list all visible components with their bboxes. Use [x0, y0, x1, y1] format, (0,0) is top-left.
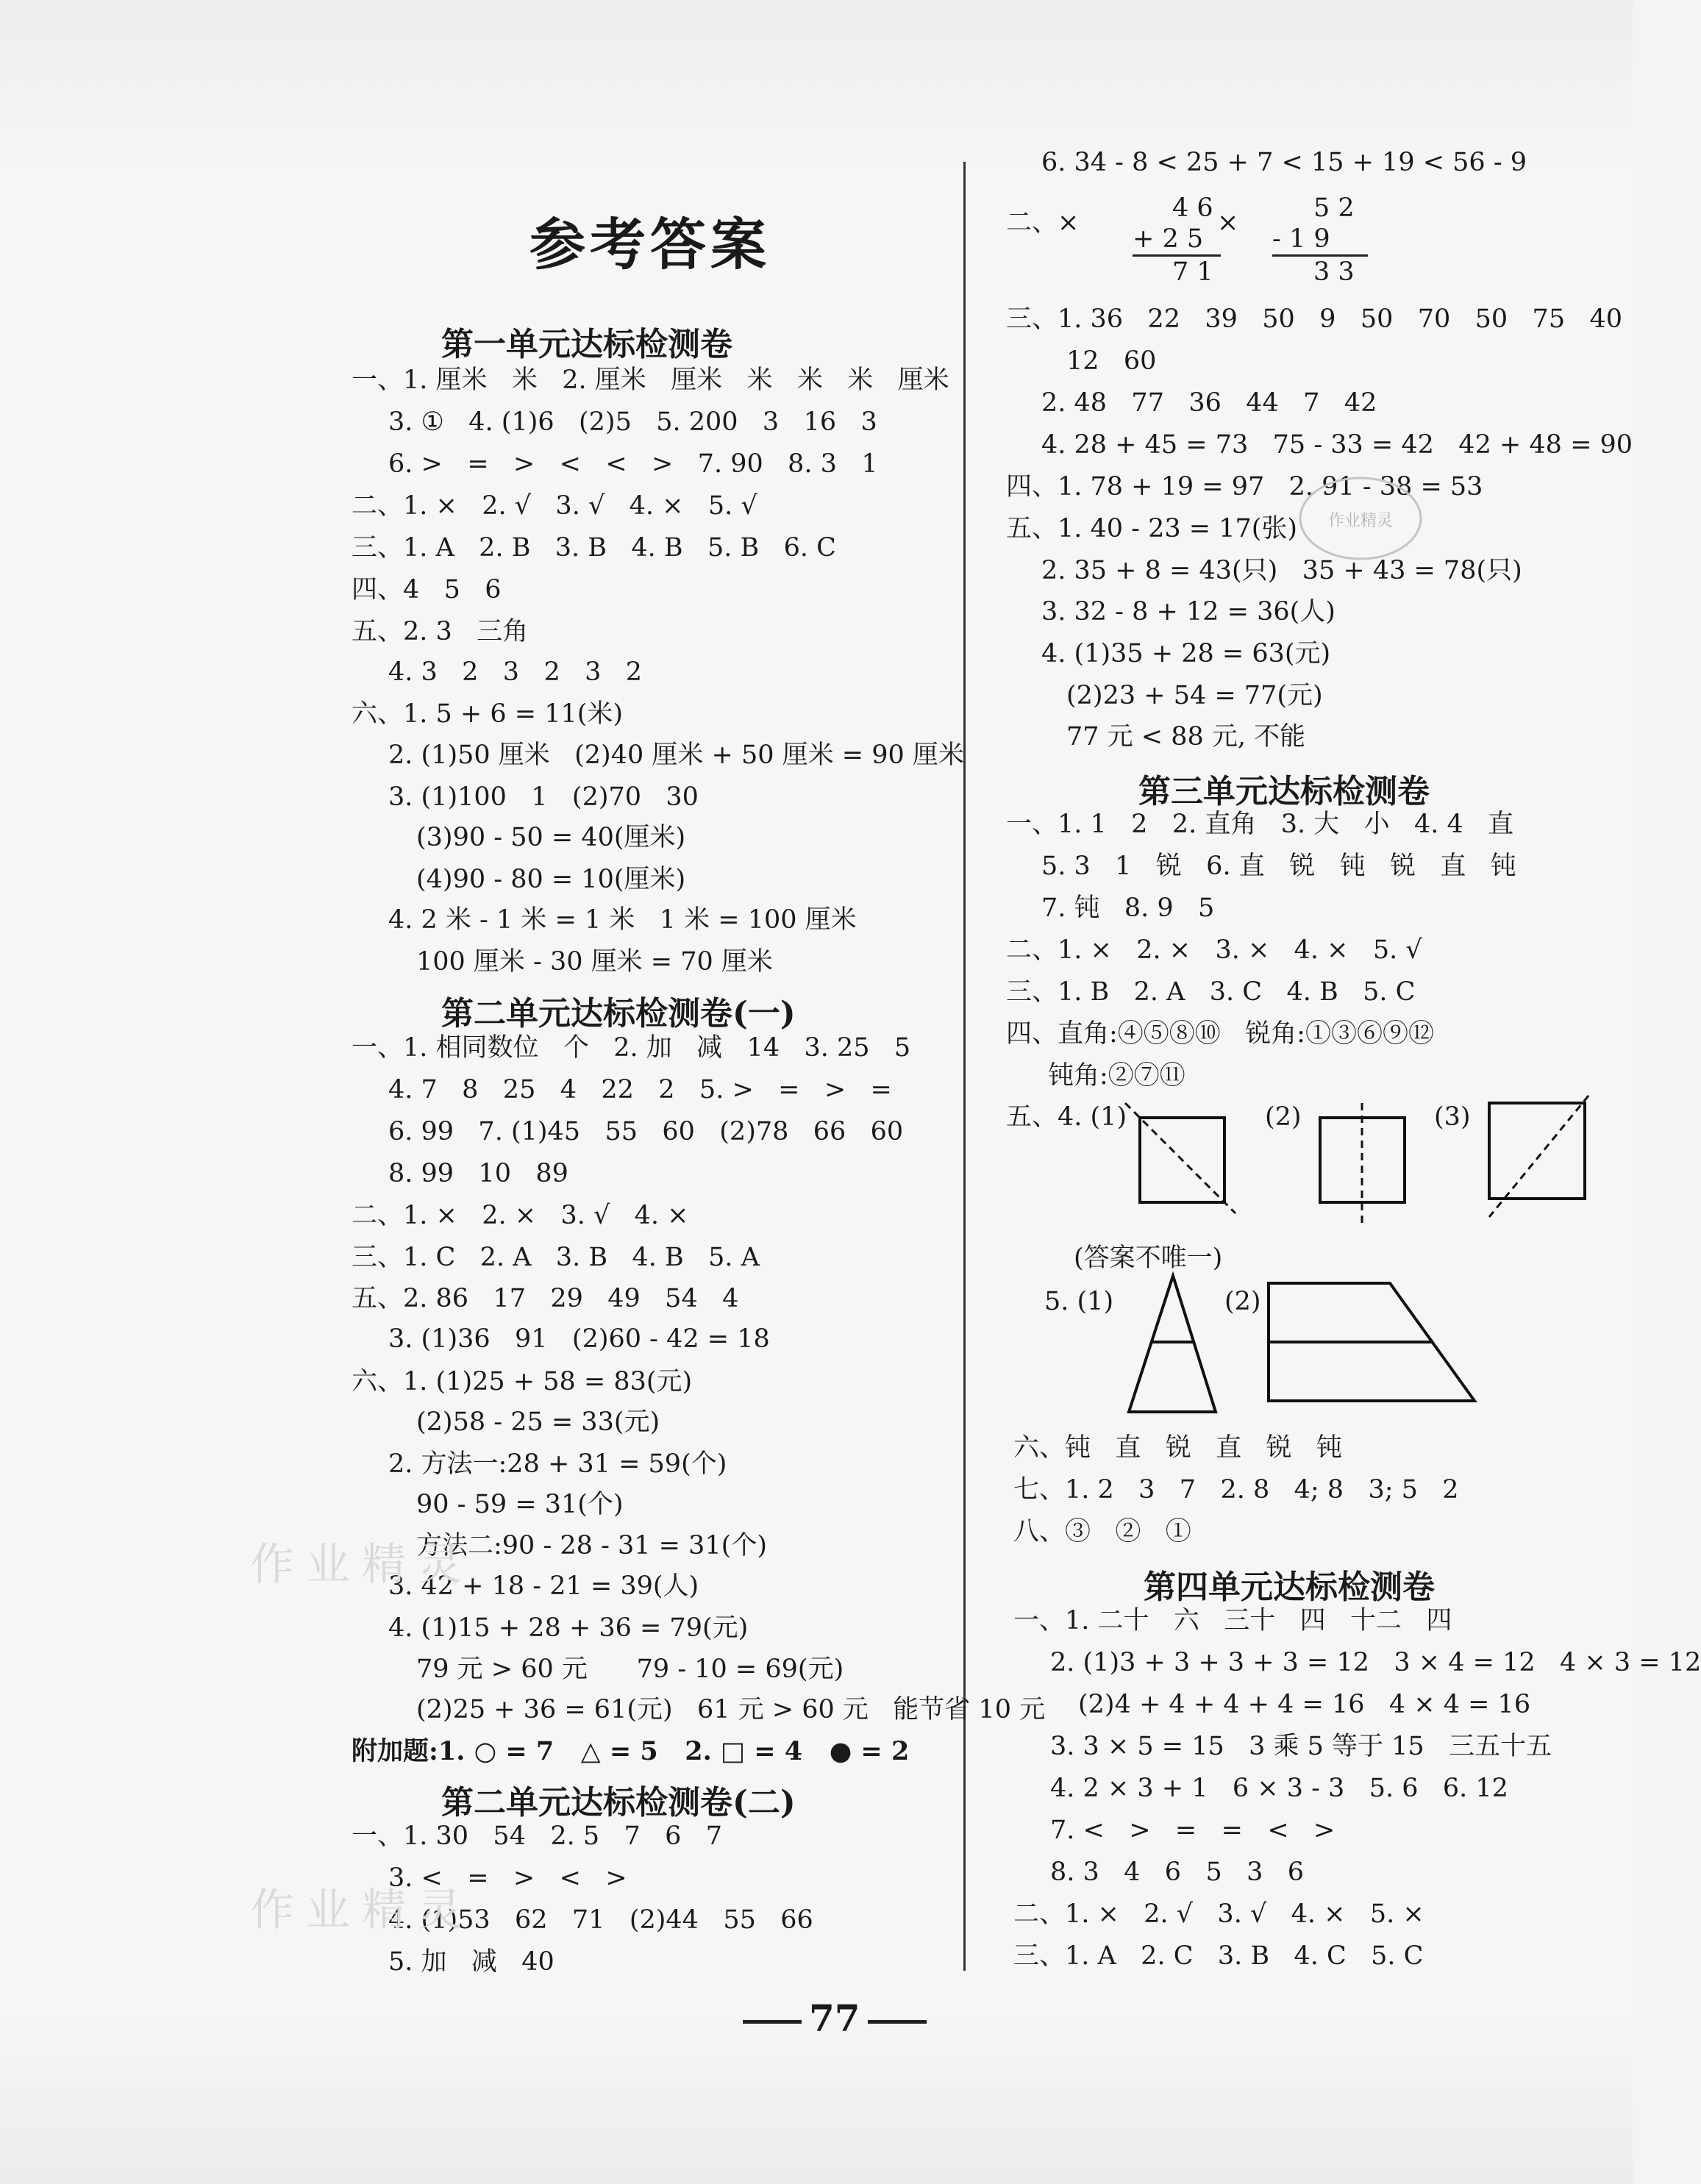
answer-line: 4. 3 2 3 2 3 2 — [388, 657, 643, 687]
answer-line: (2)25 + 36 = 61(元) 61 元 > 60 元 能节省 10 元 — [416, 1695, 1046, 1724]
section-heading-unit4: 第四单元达标检测卷 — [1144, 1569, 1435, 1606]
answer-line: 4. 28 + 45 = 73 75 - 33 = 42 42 + 48 = 90 — [1041, 430, 1633, 460]
answer-line: 四、1. 78 + 19 = 97 2. 91 - 38 = 53 — [1006, 472, 1483, 502]
answer-line: 6. 99 7. (1)45 55 60 (2)78 66 60 — [388, 1117, 904, 1146]
answer-line: 五、2. 3 三角 — [352, 617, 529, 646]
answer-line: 三、1. 36 22 39 50 9 50 70 50 75 40 — [1006, 304, 1623, 334]
answer-line: 2. 48 77 36 44 7 42 — [1041, 388, 1377, 418]
triangle-shape — [1129, 1276, 1216, 1412]
vertical-addition-result: 7 1 — [1172, 257, 1213, 287]
square-diagonal-figure — [1125, 1096, 1235, 1221]
answer-line: (2) — [1224, 1287, 1261, 1316]
answer-line: 3. 3 × 5 = 15 3 乘 5 等于 15 三五十五 — [1050, 1732, 1552, 1761]
answer-line: × — [1217, 208, 1239, 238]
answer-line: 4. 7 8 25 4 22 2 5. > = > = — [388, 1075, 892, 1105]
answer-line: 7. 钝 8. 9 5 — [1041, 893, 1215, 923]
answer-line: 一、1. 二十 六 三十 四 十二 四 — [1013, 1606, 1452, 1635]
triangle-figure — [1121, 1272, 1224, 1419]
page-title: 参考答案 — [529, 212, 771, 277]
answer-line: 79 元 > 60 元 79 - 10 = 69(元) — [416, 1655, 844, 1684]
answer-line: 一、1. 相同数位 个 2. 加 减 14 3. 25 5 — [352, 1033, 911, 1063]
answer-line: 方法二:90 - 28 - 31 = 31(个) — [416, 1531, 767, 1560]
answer-line: 四、4 5 6 — [352, 575, 502, 604]
watermark: 作业精灵 — [250, 1539, 474, 1591]
answer-line: 二、1. × 2. √ 3. √ 4. × 5. √ — [352, 491, 757, 521]
answer-line: 钝角:②⑦⑪ — [1048, 1061, 1185, 1091]
vertical-subtraction — [1272, 193, 1368, 288]
answer-line: 二、1. × 2. × 3. √ 4. × — [352, 1201, 689, 1230]
answer-line: 3. (1)36 91 (2)60 - 42 = 18 — [388, 1324, 770, 1354]
answer-line: 五、2. 86 17 29 49 54 4 — [352, 1284, 739, 1313]
vertical-subtraction-operand: - 1 9 — [1272, 224, 1330, 254]
answer-line: 3. 42 + 18 - 21 = 39(人) — [388, 1571, 699, 1601]
answer-line: 三、1. A 2. C 3. B 4. C 5. C — [1013, 1941, 1424, 1971]
answer-line: 六、1. (1)25 + 58 = 83(元) — [352, 1367, 693, 1396]
answer-line: (3) — [1434, 1102, 1471, 1132]
stamp-text: 作业精灵 — [1327, 512, 1394, 530]
page-number-dash-right — [868, 2020, 927, 2024]
section-heading-unit2-1: 第二单元达标检测卷(一) — [441, 995, 796, 1032]
bonus-question-line: 附加题:1. ○ = 7 △ = 5 2. □ = 4 ● = 2 — [352, 1736, 910, 1766]
answer-line: 3. 32 - 8 + 12 = 36(人) — [1041, 597, 1336, 627]
note-not-unique: (答案不唯一) — [1074, 1243, 1223, 1273]
answer-line: 4. 2 × 3 + 1 6 × 3 - 3 5. 6 6. 12 — [1050, 1774, 1508, 1803]
answer-line: 2. (1)3 + 3 + 3 + 3 = 12 3 × 4 = 12 4 × 3 = 12 — [1050, 1648, 1701, 1677]
vertical-subtraction-result: 3 3 — [1313, 257, 1355, 287]
answer-line: 八、③ ② ① — [1013, 1517, 1191, 1546]
stamp-graphic — [1294, 471, 1427, 566]
answer-line: 三、1. A 2. B 3. B 4. B 5. B 6. C — [352, 533, 836, 563]
page-number-value: 77 — [809, 1996, 860, 2040]
answer-line: 3. < = > < > — [388, 1863, 627, 1893]
answer-line: 8. 99 10 89 — [388, 1159, 568, 1188]
vertical-addition-operand: + 2 5 — [1133, 224, 1204, 254]
answer-line: 7. < > = = < > — [1050, 1816, 1336, 1845]
answer-line: 一、1. 30 54 2. 5 7 6 7 — [352, 1821, 723, 1851]
answer-line: (2)58 - 25 = 33(元) — [416, 1407, 660, 1437]
square-vertical-figure — [1316, 1103, 1419, 1228]
section-heading-unit2-2: 第二单元达标检测卷(二) — [441, 1784, 796, 1821]
vertical-subtraction-top: 5 2 — [1313, 193, 1355, 223]
answer-line: 3. ① 4. (1)6 (2)5 5. 200 3 16 3 — [388, 407, 877, 437]
answer-line: 5. 3 1 锐 6. 直 锐 钝 锐 直 钝 — [1041, 852, 1516, 881]
answer-line: 90 - 59 = 31(个) — [416, 1490, 624, 1519]
vertical-addition — [1133, 193, 1221, 288]
answer-line: 五、4. (1) — [1006, 1102, 1127, 1132]
square-diagonal-figure — [1478, 1096, 1603, 1221]
page-number-dash-left — [743, 2020, 802, 2024]
answer-line: (2) — [1265, 1102, 1302, 1132]
answer-line: 4. (1)15 + 28 + 36 = 79(元) — [388, 1613, 749, 1643]
answer-line: 4. (1)53 62 71 (2)44 55 66 — [388, 1905, 813, 1935]
answer-line: 一、1. 厘米 米 2. 厘米 厘米 米 米 米 厘米 — [352, 365, 949, 395]
answer-line: 三、1. C 2. A 3. B 4. B 5. A — [352, 1243, 760, 1272]
answer-line: 3. (1)100 1 (2)70 30 — [388, 782, 699, 812]
answer-line: 二、× — [1006, 208, 1080, 238]
fold-line-diagonal — [1125, 1103, 1235, 1213]
answer-line: 2. 方法一:28 + 31 = 59(个) — [388, 1449, 727, 1479]
answer-line: 8. 3 4 6 5 3 6 — [1050, 1858, 1305, 1887]
answer-line: 二、1. × 2. √ 3. √ 4. × 5. × — [1013, 1899, 1424, 1929]
answer-line: 5. 加 减 40 — [388, 1947, 554, 1977]
answer-line: 100 厘米 - 30 厘米 = 70 厘米 — [416, 947, 773, 977]
answer-line: 七、1. 2 3 7 2. 8 4; 8 3; 5 2 — [1013, 1475, 1459, 1505]
answer-line: (3)90 - 50 = 40(厘米) — [416, 823, 686, 852]
answer-line: 一、1. 1 2 2. 直角 3. 大 小 4. 4 直 — [1006, 810, 1514, 839]
answer-line: 12 60 — [1066, 346, 1157, 376]
answer-line: 2. (1)50 厘米 (2)40 厘米 + 50 厘米 = 90 厘米 — [388, 741, 964, 770]
trapezoid-figure — [1261, 1280, 1482, 1412]
vertical-addition-top: 4 6 — [1172, 193, 1213, 223]
section-heading-unit3: 第三单元达标检测卷 — [1138, 773, 1430, 810]
page-number — [735, 1996, 934, 2040]
answer-line: 三、1. B 2. A 3. C 4. B 5. C — [1006, 977, 1416, 1007]
answer-line: 5. (1) — [1044, 1287, 1114, 1316]
answer-line: 六、钝 直 锐 直 锐 钝 — [1013, 1433, 1342, 1463]
answer-line: (4)90 - 80 = 10(厘米) — [416, 865, 686, 894]
answer-line: 6. > = > < < > 7. 90 8. 3 1 — [388, 449, 878, 479]
answer-line: 4. 2 米 - 1 米 = 1 米 1 米 = 100 厘米 — [388, 905, 857, 935]
watermark: 作业精灵 — [250, 1885, 474, 1936]
answer-line: 五、1. 40 - 23 = 17(张) — [1006, 514, 1298, 543]
answer-line: 二、1. × 2. × 3. × 4. × 5. √ — [1006, 935, 1422, 965]
answer-line: 四、直角:④⑤⑧⑩ 锐角:①③⑥⑨⑫ — [1006, 1019, 1434, 1049]
answer-line: 2. 35 + 8 = 43(只) 35 + 43 = 78(只) — [1041, 556, 1522, 585]
answer-line: 六、1. 5 + 6 = 11(米) — [352, 699, 624, 729]
answer-line: 4. (1)35 + 28 = 63(元) — [1041, 639, 1331, 668]
answer-line: (2)4 + 4 + 4 + 4 = 16 4 × 4 = 16 — [1078, 1690, 1531, 1719]
answer-line: (2)23 + 54 = 77(元) — [1066, 681, 1323, 710]
section-heading-unit1: 第一单元达标检测卷 — [441, 326, 732, 363]
answer-line: 77 元 < 88 元, 不能 — [1066, 722, 1306, 752]
answer-line: 6. 34 - 8 < 25 + 7 < 15 + 19 < 56 - 9 — [1041, 148, 1527, 177]
